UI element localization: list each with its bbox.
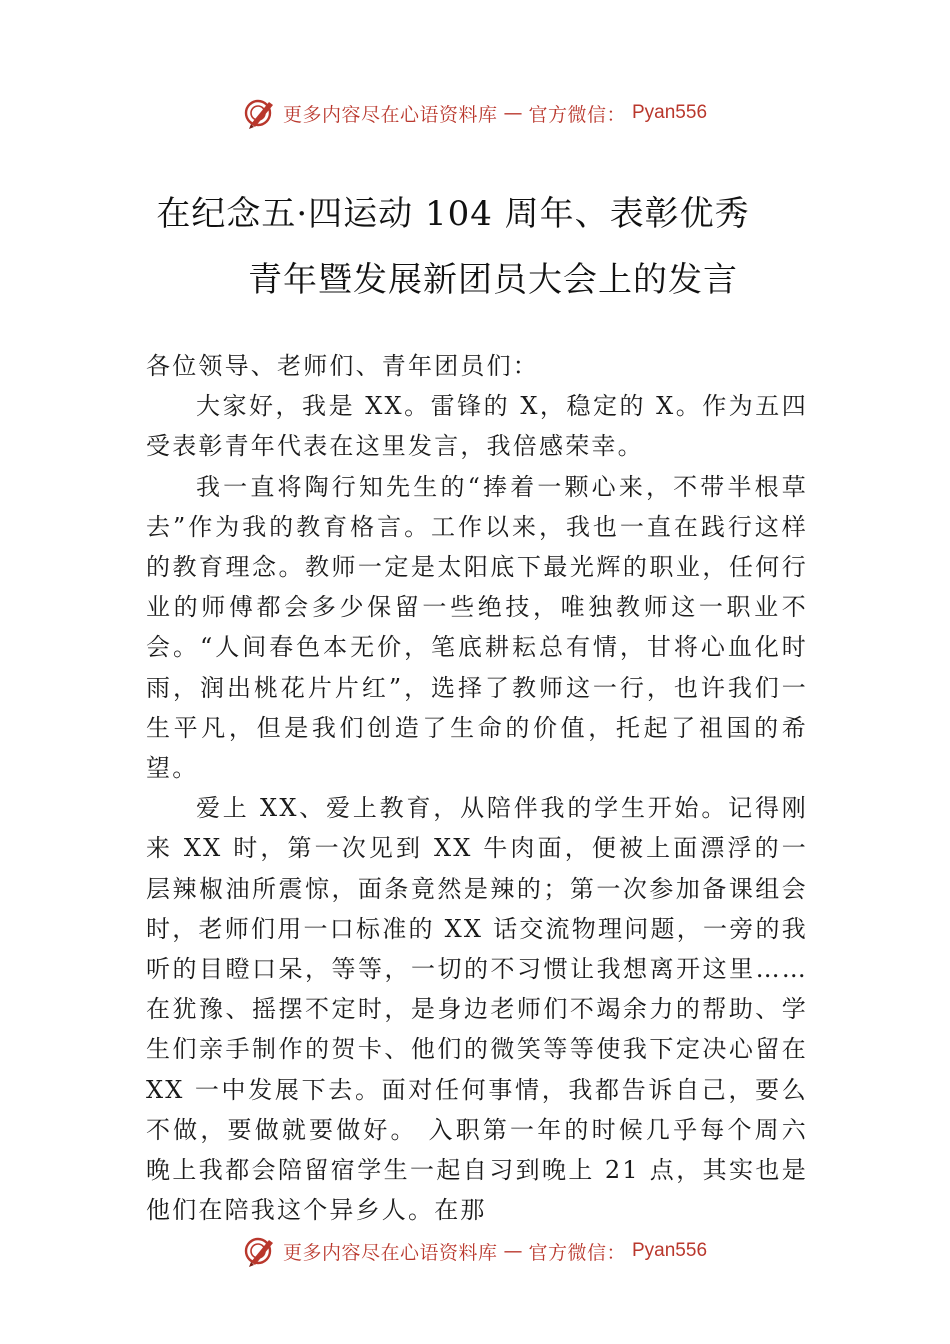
banner-text: 更多内容尽在心语资料库 xyxy=(282,103,498,126)
pen-badge-icon xyxy=(243,1234,277,1268)
banner-separator: — xyxy=(503,102,523,124)
body-paragraph: 我一直将陶行知先生的“捧着一颗心来，不带半根草去”作为我的教育格言。工作以来，我也一直在践行这样的教育理念。教师一定是太阳底下最光辉的职业，任何行业的师傅都会多少保留一些绝技，唯独教师这一职业不会。“人间春色本无价，笔底耕耘总有情，甘将心血化时雨，润出桃花片片红”，选择了教师这一行，也许我们一生平凡，但是我们创造了生命的价值，托起了祖国的希望。 xyxy=(146,472,808,783)
banner-wechat-id: Pyan556 xyxy=(632,1240,708,1261)
banner-separator: — xyxy=(503,1240,523,1262)
body-paragraph: 大家好，我是 XX。雷锋的 X，稳定的 X。作为五四受表彰青年代表在这里发言，我倍感荣幸。 xyxy=(146,392,808,461)
document-title-line-2: 青年暨发展新团员大会上的发言 xyxy=(248,260,738,300)
footer-watermark-banner xyxy=(0,1234,950,1268)
document-title-line-1: 在纪念五·四运动 104 周年、表彰优秀 xyxy=(156,194,750,234)
banner-wechat-label: 官方微信： xyxy=(528,103,626,126)
banner-text: 更多内容尽在心语资料库 xyxy=(282,1241,498,1264)
document-body xyxy=(146,346,808,1230)
banner-wechat-id: Pyan556 xyxy=(632,102,708,123)
header-watermark-banner xyxy=(0,96,950,130)
salutation-paragraph: 各位领导、老师们、青年团员们： xyxy=(146,352,539,380)
body-paragraph: 爱上 XX、爱上教育，从陪伴我的学生开始。记得刚来 XX 时，第一次见到 XX 牛肉面，便被上面漂浮的一层辣椒油所震惊，面条竟然是辣的；第一次参加备课组会时，老师们用一口标准的 XX 话交流物理问题，一旁的我听的目瞪口呆，等等，一切的不习惯让我想离开这里……在犹豫、摇摆不定时，是身边老师们不竭余力的帮助、学生们亲手制作的贺卡、他们的微笑等等使我下定决心留在 XX 一中发展下去。面对任何事情，我都告诉自己，要么不做，要做就要做好。 入职第一年的时候几乎每个周六晚上我都会陪留宿学生一起自习到晚上 21 点，其实也是他们在陪我这个异乡人。在那 xyxy=(146,794,808,1225)
pen-badge-icon xyxy=(243,96,277,130)
banner-wechat-label: 官方微信： xyxy=(528,1241,626,1264)
